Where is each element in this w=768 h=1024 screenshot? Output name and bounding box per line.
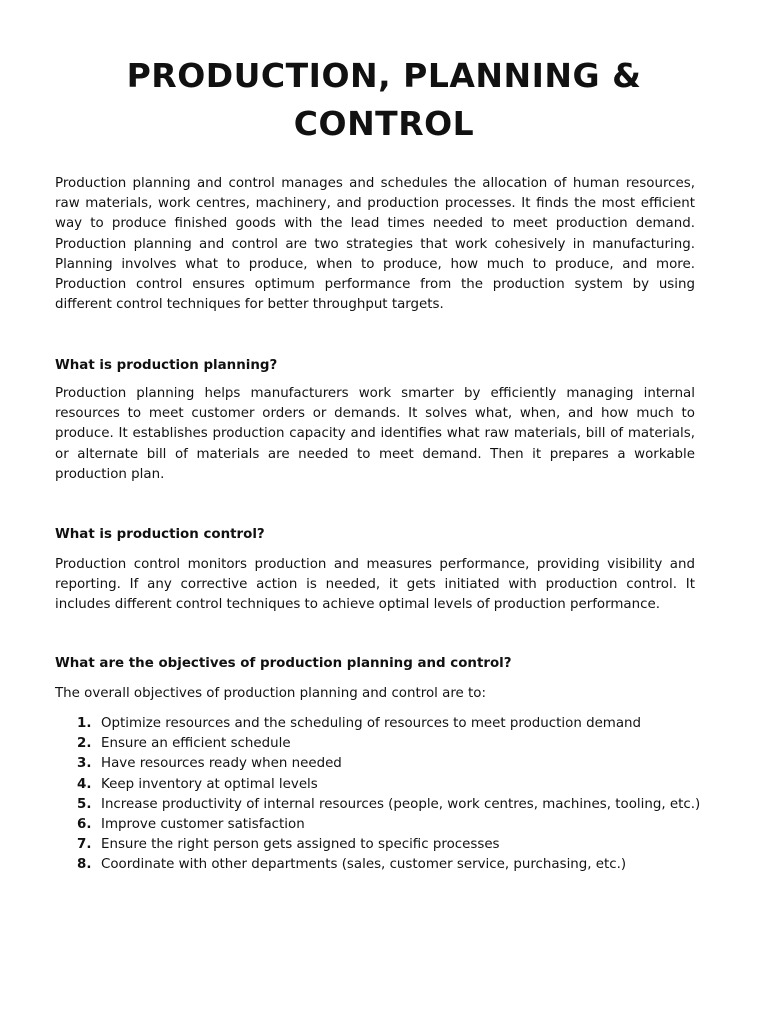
list-item [55, 775, 715, 795]
list-number: 1. [77, 716, 92, 731]
list-number: 2. [77, 736, 92, 752]
list-number: 7. [77, 837, 92, 853]
section-heading-planning: What is production planning? [55, 358, 278, 373]
title-line-1: PRODUCTION, PLANNING & [126, 56, 642, 95]
intro-paragraph: Production planning and control manages and schedules the allocation of human resources, raw materials, work centres, machinery, and production processes. It finds the most efficient way to produce finished goods with the lead times needed to meet production demand. Production planning and control are two strategies that work cohesively in manufacturing. Planning involves what to produce, when to produce, how much to produce, and more. Production control ensures optimum performance from the production system by using different control techniques for better throughput targets. [55, 176, 695, 313]
list-item [55, 714, 715, 734]
list-number: 8. [77, 857, 92, 873]
list-number: 6. [77, 817, 92, 833]
section-body-control: Production control monitors production and measures performance, providing visibility and reporting. If any corrective action is needed, it gets initiated with production control. It includes different control techniques to achieve optimal levels of production performance. [55, 557, 695, 613]
section-heading-control: What is production control? [55, 527, 265, 542]
list-text: Optimize resources and the scheduling of resources to meet production demand [101, 716, 642, 731]
list-item [55, 835, 715, 855]
list-item [55, 734, 715, 754]
list-item [55, 795, 715, 815]
objectives-list [55, 714, 715, 876]
list-number: 3. [77, 756, 92, 772]
page-title [0, 52, 768, 148]
list-number: 5. [77, 796, 92, 812]
section-heading-objectives: What are the objectives of production planning and control? [55, 656, 512, 671]
list-item [55, 815, 715, 835]
list-text: Have resources ready when needed [101, 756, 342, 772]
title-line-2: CONTROL [293, 104, 475, 143]
list-text: Increase productivity of internal resources (people, work centres, machines, tooling, etc.) [101, 796, 701, 812]
list-text: Ensure an efficient schedule [101, 736, 291, 752]
list-text: Ensure the right person gets assigned to specific processes [101, 837, 500, 853]
list-text: Keep inventory at optimal levels [101, 776, 318, 792]
list-text: Coordinate with other departments (sales, customer service, purchasing, etc.) [101, 857, 627, 873]
list-number: 4. [77, 776, 92, 792]
list-item [55, 754, 715, 774]
section-body-planning: Production planning helps manufacturers work smarter by efficiently managing internal resources to meet customer orders or demands. It solves what, when, and how much to produce. It establishes production capacity and identifies what raw materials, bill of materials, or alternate bill of materials are needed to meet demand. Then it prepares a workable production plan. [55, 386, 695, 482]
section-body-objectives: The overall objectives of production planning and control are to: [55, 686, 486, 701]
list-item [55, 855, 715, 875]
list-text: Improve customer satisfaction [101, 817, 305, 833]
